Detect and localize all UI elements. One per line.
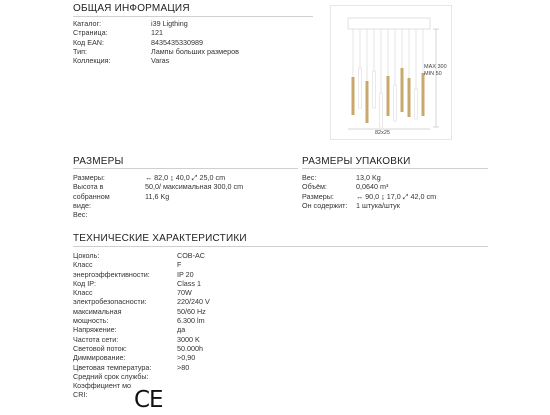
general-key: Страница: <box>73 28 108 38</box>
tech-key: Коэффициент мо <box>73 381 132 391</box>
packaging-value: ↔ 90,0 ↨ 17,0 ⤢ 42,0 cm <box>356 191 437 201</box>
min-height-label: MIN 50 <box>424 71 442 77</box>
sizes-title: РАЗМЕРЫ <box>73 156 124 167</box>
tech-key: Цветовая температура: <box>73 362 152 372</box>
tech-key: Средний срок службы: <box>73 371 149 381</box>
packaging-value: 1 штука/штук <box>356 200 400 210</box>
tech-key: энергоэффективности: <box>73 269 150 279</box>
sizes-values <box>145 173 243 201</box>
tech-key: Класс <box>73 288 93 298</box>
tech-value: 70W <box>177 288 192 298</box>
max-height-label: MAX 300 <box>424 64 447 70</box>
tech-value: 220/240 V <box>177 297 210 307</box>
width-label: 82x25 <box>375 130 390 136</box>
tech-value: 50.000h <box>177 343 203 353</box>
packaging-title: РАЗМЕРЫ УПАКОВКИ <box>302 156 411 167</box>
packaging-divider <box>302 168 488 169</box>
packaging-value: 0,0640 m³ <box>356 182 389 192</box>
general-value: i39 Ligthing <box>151 19 188 28</box>
packaging-keys <box>302 173 347 210</box>
sizes-value: 50,0/ максимальная 300,0 cm <box>145 182 244 192</box>
tech-value: IP 20 <box>177 269 194 279</box>
tech-value: 3000 K <box>177 334 200 344</box>
general-value: 8435435330989 <box>151 37 203 47</box>
tech-key: электробезопасности: <box>73 297 147 307</box>
sizes-key: собранном <box>73 191 110 201</box>
tech-value: F <box>177 260 182 270</box>
general-key: Каталог: <box>73 19 102 28</box>
tech-value: 50/60 Hz <box>177 306 206 316</box>
tech-key: максимальная <box>73 306 122 316</box>
general-value: Varas <box>151 56 170 66</box>
sizes-key: виде: <box>73 200 92 210</box>
tech-key: Класс <box>73 260 93 270</box>
tech-value: 6.300 lm <box>177 316 205 326</box>
general-value: 121 <box>151 28 163 38</box>
sizes-divider <box>73 168 298 169</box>
general-key: Коллекция: <box>73 56 111 66</box>
sizes-key: Размеры: <box>73 173 105 182</box>
tech-key: мощность: <box>73 316 109 326</box>
tech-value: да <box>177 325 186 335</box>
sizes-keys <box>73 173 143 219</box>
packaging-values <box>356 173 436 210</box>
general-info-values <box>151 19 239 65</box>
packaging-key: Он содержит: <box>302 200 348 210</box>
general-info-divider <box>73 16 313 17</box>
ce-mark-icon: CE <box>134 387 163 413</box>
general-key: Код EAN: <box>73 37 104 47</box>
tech-key: Световой поток: <box>73 343 127 353</box>
tech-key: Цоколь: <box>73 251 100 260</box>
packaging-key: Размеры: <box>302 191 334 201</box>
tech-key: CRI: <box>73 390 88 400</box>
tech-title: ТЕХНИЧЕСКИЕ ХАРАКТЕРИСТИКИ <box>73 233 247 244</box>
packaging-key: Вес: <box>302 173 317 182</box>
sizes-key: Вес: <box>73 210 88 220</box>
sizes-key: Высота в <box>73 182 104 192</box>
packaging-value: 13,0 Kg <box>356 173 381 182</box>
tech-value: Class 1 <box>177 278 201 288</box>
general-value: Лампы больших размеров <box>151 46 239 56</box>
tech-value: >0,90 <box>177 353 196 363</box>
packaging-key: Объём: <box>302 182 327 192</box>
tech-key: Диммирование: <box>73 353 126 363</box>
tech-divider <box>73 246 488 247</box>
general-info-title: ОБЩАЯ ИНФОРМАЦИЯ <box>73 3 190 14</box>
tech-value: COB-AC <box>177 251 205 260</box>
general-key: Тип: <box>73 46 87 56</box>
sizes-value: ↔ 82,0 ↨ 40,0 ⤢ 25,0 cm <box>145 173 226 182</box>
general-info-keys <box>73 19 111 65</box>
tech-key: Частота сети: <box>73 334 119 344</box>
tech-keys <box>73 251 163 400</box>
sizes-value: 11,6 Kg <box>145 191 170 201</box>
tech-value: >80 <box>177 362 190 372</box>
tech-key: Код IP: <box>73 278 97 288</box>
tech-values <box>177 251 210 372</box>
tech-key: Напряжение: <box>73 325 117 335</box>
